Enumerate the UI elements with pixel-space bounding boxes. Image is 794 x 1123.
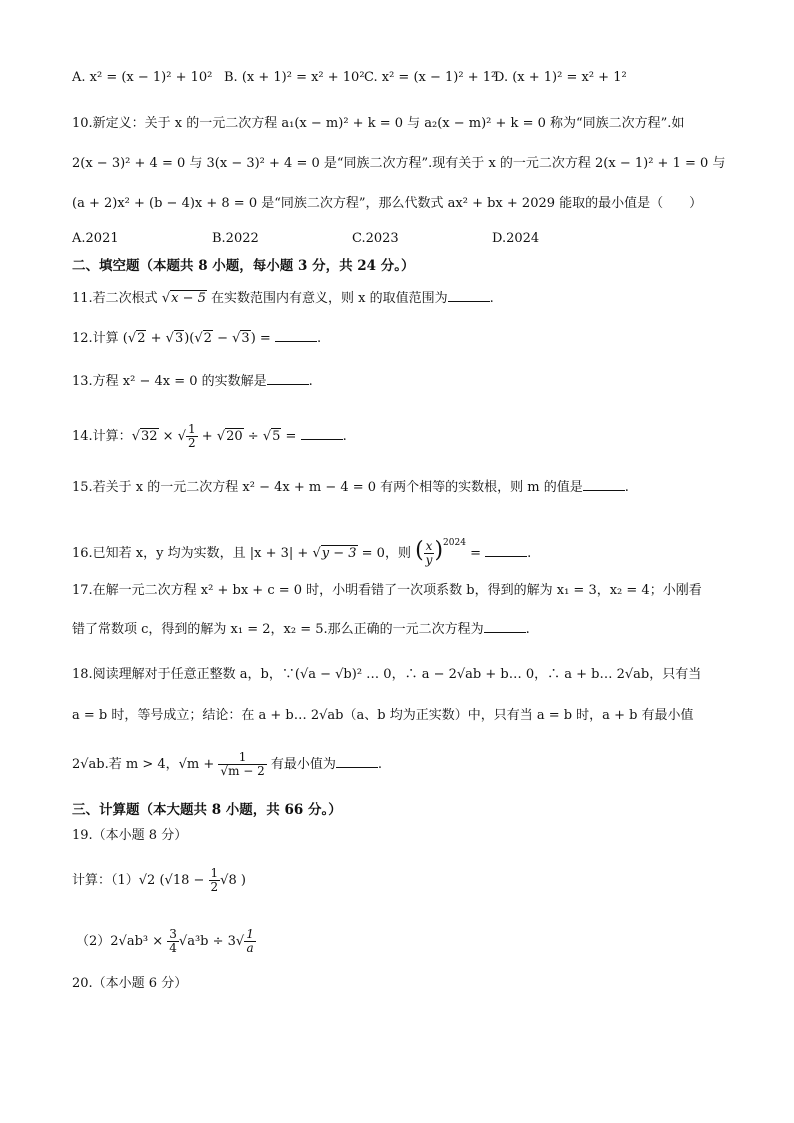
q16-text-before: 16.已知若 x，y 均为实数，且 |x + 3| + bbox=[72, 546, 313, 561]
q16: 16.已知若 x，y 均为实数，且 |x + 3| + √y − 3 = 0，则 ( $\frac{x}{y}$ )$^{2024}$ = . bbox=[72, 538, 532, 567]
q19-part-2-frac-num: 3 bbox=[169, 927, 177, 941]
q12-radicand-1: 2 bbox=[137, 331, 146, 346]
q16-period: . bbox=[527, 546, 532, 561]
q17-line-2-text: 错了常数项 c，得到的解为 x₁ = 2，x₂ = 5.那么正确的一元二次方程为 bbox=[72, 622, 484, 637]
q12-radicand-3: 2 bbox=[203, 331, 212, 346]
q10-line-3: (a + 2)x² + (b − 4)x + 8 = 0 是“同族二次方程”，那么代数式 ax² + bx + 2029 能取的最小值是（ ） bbox=[72, 196, 703, 211]
q17-answer-blank bbox=[484, 620, 526, 633]
q12-text-after: ) = bbox=[250, 331, 271, 346]
q18-answer-blank bbox=[336, 755, 378, 768]
q18-line-2: a = b 时，等号成立；结论：在 a + b… 2√ab（a、b 均为正实数）中，只有当 a = b 时，a + b 有最小值 bbox=[72, 708, 694, 723]
q18-line-1: 18.阅读理解对于任意正整数 a，b，∵(√a − √b)² … 0，∴ a − 2√ab + b… 0，∴ a + b… 2√ab，只有当 bbox=[72, 667, 702, 682]
q19-part-2-before: （2）2√ab³ × bbox=[76, 934, 168, 949]
q18-line-3 bbox=[72, 748, 734, 782]
q14-div: ÷ bbox=[243, 429, 263, 444]
q14-radicand-1: 32 bbox=[140, 429, 158, 444]
q19-part-2: （2）2√ab³ × $\frac{3}{4}$ √a³b ÷ 3√ $\frac{1}{a}$ bbox=[76, 927, 254, 955]
q14-plus: + bbox=[197, 429, 217, 444]
q11-radicand: x − 5 bbox=[171, 291, 206, 306]
q16-text-mid: = 0，则 bbox=[357, 546, 416, 561]
q10-line-2: 2(x − 3)² + 4 = 0 与 3(x − 3)² + 4 = 0 是“同族二次方程”.现有关于 x 的一元二次方程 2(x − 1)² + 1 = 0 与 bbox=[72, 156, 726, 171]
q20-header: 20.（本小题 6 分） bbox=[72, 976, 188, 991]
q18-frac-den: √m − 2 bbox=[220, 764, 265, 778]
q12-radicand-2: 3 bbox=[174, 331, 184, 346]
q9-option-c: C. x² = (x − 1)² + 1² bbox=[364, 70, 497, 85]
q19-part-2-root-fraction bbox=[244, 928, 256, 955]
q13-answer-blank bbox=[267, 372, 309, 385]
q14-frac-den: 2 bbox=[188, 436, 196, 450]
q12-plus: + bbox=[146, 331, 166, 346]
q12-radicand-4: 3 bbox=[241, 331, 250, 346]
q16-frac-num: x bbox=[425, 539, 433, 553]
q19-header: 19.（本小题 8 分） bbox=[72, 828, 188, 843]
q16-frac-den: y bbox=[425, 553, 433, 567]
q14-radicand-2: 20 bbox=[226, 429, 243, 444]
q13 bbox=[72, 372, 734, 392]
q19-part-1-frac-num: 1 bbox=[210, 866, 219, 880]
q9-option-b: B. (x + 1)² = x² + 10² bbox=[224, 70, 365, 85]
q19-part-2-fraction bbox=[167, 928, 179, 955]
q19-part-2-frac-den: 4 bbox=[169, 941, 177, 955]
q18-line-3-after: 有最小值为 bbox=[266, 757, 336, 772]
section-3-title: 三、计算题（本大题共 8 小题，共 66 分。） bbox=[72, 802, 342, 818]
q17-line-2 bbox=[72, 620, 734, 640]
q19-part-2-root-den: a bbox=[246, 941, 254, 955]
q11: 11.若二次根式 √x − 5 在实数范围内有意义，则 x 的取值范围为 . bbox=[72, 291, 494, 306]
q15-period: . bbox=[624, 480, 629, 495]
q14-answer-blank bbox=[301, 427, 343, 440]
q14: 14.计算：√32 × √ $\frac{1}{2}$ + √20 ÷ √5 = . bbox=[72, 422, 347, 450]
q19-part-1-after: √8 ) bbox=[220, 873, 246, 888]
q12-period: . bbox=[316, 331, 322, 346]
q14-text-before: 14.计算： bbox=[72, 429, 132, 444]
q18-frac-num: 1 bbox=[218, 751, 266, 765]
q13-text: 13.方程 x² − 4x = 0 的实数解是 bbox=[72, 374, 267, 389]
q11-period: . bbox=[489, 291, 494, 306]
q17-period: . bbox=[525, 622, 530, 637]
q19-part-1-before: 计算：（1）√2 (√18 − bbox=[72, 873, 209, 888]
q10-option-d: D.2024 bbox=[492, 231, 540, 246]
q14-text-after: = bbox=[281, 429, 297, 444]
q18-fraction bbox=[218, 751, 266, 778]
q19-part-2-mid: √a³b ÷ 3 bbox=[178, 934, 236, 949]
q16-text-after: = bbox=[465, 546, 481, 561]
q14-times: × bbox=[158, 429, 178, 444]
q16-fraction bbox=[424, 540, 435, 567]
q9-option-d: D. (x + 1)² = x² + 1² bbox=[494, 70, 627, 85]
q15-answer-blank bbox=[583, 478, 625, 491]
q19-part-2-root-num: 1 bbox=[246, 927, 254, 941]
q19-part-1-fraction bbox=[209, 867, 221, 894]
q11-answer-blank bbox=[448, 289, 490, 302]
q16-radicand: y − 3 bbox=[321, 546, 357, 561]
q12-text-before: 12.计算 ( bbox=[72, 331, 128, 346]
q19-part-1 bbox=[72, 864, 734, 898]
q14-frac-num: 1 bbox=[188, 422, 196, 436]
q14-radicand-3: 5 bbox=[272, 429, 281, 444]
q10-option-c: C.2023 bbox=[352, 231, 399, 246]
q16-answer-blank bbox=[485, 544, 527, 557]
q15 bbox=[72, 478, 734, 498]
q19-part-1-frac-den: 2 bbox=[210, 880, 219, 894]
q12-paren: )( bbox=[184, 331, 195, 346]
q15-text: 15.若关于 x 的一元二次方程 x² − 4x + m − 4 = 0 有两个相等的实数根，则 m 的值是 bbox=[72, 480, 583, 495]
q12-minus: − bbox=[212, 331, 233, 346]
q11-text-before: 11.若二次根式 bbox=[72, 291, 162, 306]
section-2-title: 二、填空题（本题共 8 小题，每小题 3 分，共 24 分。） bbox=[72, 258, 415, 274]
q10-line-1: 10.新定义：关于 x 的一元二次方程 a₁(x − m)² + k = 0 与 a₂(x − m)² + k = 0 称为“同族二次方程”.如 bbox=[72, 116, 685, 131]
q10-option-a: A.2021 bbox=[72, 231, 119, 246]
q16-exponent: 2024 bbox=[443, 538, 466, 548]
q10-option-b: B.2022 bbox=[212, 231, 259, 246]
q17-line-1: 17.在解一元二次方程 x² + bx + c = 0 时，小明看错了一次项系数 b，得到的解为 x₁ = 3，x₂ = 4；小刚看 bbox=[72, 583, 702, 598]
q18-period: . bbox=[377, 757, 383, 772]
q12-answer-blank bbox=[275, 329, 317, 342]
q14-fraction bbox=[186, 423, 198, 450]
q13-period: . bbox=[308, 374, 313, 389]
q9-option-a: A. x² = (x − 1)² + 10² bbox=[72, 70, 213, 85]
q14-period: . bbox=[342, 429, 347, 444]
q18-line-3-before: 2√ab.若 m > 4，√m + bbox=[72, 757, 219, 772]
q12: 12.计算 (√2 + √3)(√2 − √3) = . bbox=[72, 331, 322, 346]
q11-text-after: 在实数范围内有意义，则 x 的取值范围为 bbox=[206, 291, 448, 306]
